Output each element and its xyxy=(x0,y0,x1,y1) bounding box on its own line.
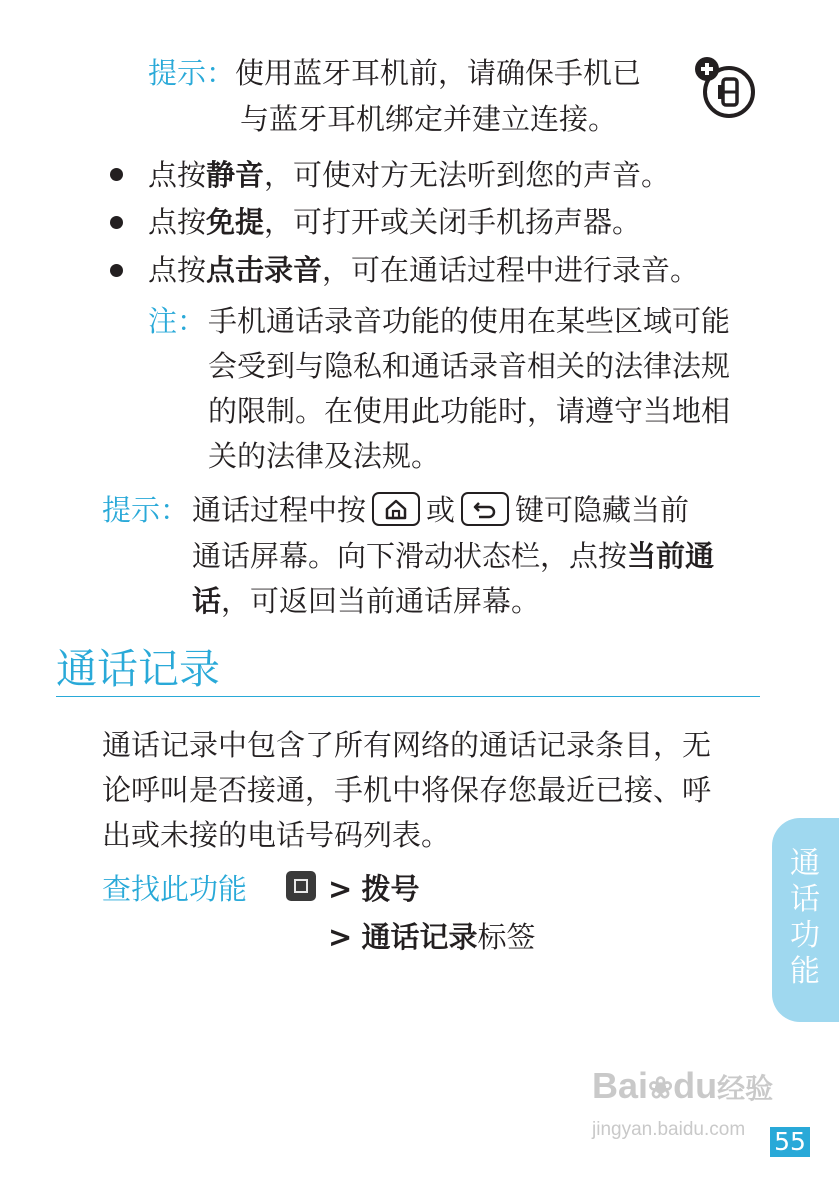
note-line: 的限制。在使用此功能时，请遵守当地相 xyxy=(208,394,731,428)
tip1-text-1: 使用蓝牙耳机前，请确保手机已 xyxy=(235,56,642,90)
home-key-icon xyxy=(372,492,420,526)
side-tab-char: 话 xyxy=(790,882,820,917)
side-tab-char: 功 xyxy=(790,918,820,953)
find-path-2: > 通话记录标签 xyxy=(328,920,536,954)
tip2-line2: 通话屏幕。向下滑动状态栏，点按当前通 xyxy=(192,539,715,573)
tip1-line2: 与蓝牙耳机绑定并建立连接。 xyxy=(240,102,618,136)
paw-icon: ❀ xyxy=(648,1072,674,1105)
back-key-icon xyxy=(461,492,509,526)
note-line: 会受到与隐私和通话录音相关的法律法规 xyxy=(208,349,731,383)
find-feature-label: 查找此功能 xyxy=(102,872,248,906)
bullet-dot xyxy=(110,216,123,229)
bullet-speaker: 点按免提，可打开或关闭手机扬声器。 xyxy=(148,205,642,239)
bullet-record: 点按点击录音，可在通话过程中进行录音。 xyxy=(148,253,700,287)
section-body-line: 出或未接的电话号码列表。 xyxy=(102,818,451,852)
tip2-line3: 话，可返回当前通话屏幕。 xyxy=(192,584,541,618)
bluetooth-headset-plus-icon xyxy=(693,55,759,125)
side-tab-char: 通 xyxy=(790,846,820,881)
section-body-line: 通话记录中包含了所有网络的通话记录条目，无 xyxy=(102,728,712,762)
bullet-mute: 点按静音，可使对方无法听到您的声音。 xyxy=(148,158,671,192)
tip1-label: 提示： xyxy=(148,56,236,90)
bullet-dot xyxy=(110,168,123,181)
note-line: 关的法律及法规。 xyxy=(208,439,441,473)
tip1-line1 xyxy=(148,50,641,96)
tip2-label: 提示： xyxy=(102,493,190,527)
chapter-side-tab xyxy=(772,818,839,1022)
side-tab-char: 能 xyxy=(790,954,820,989)
baidu-watermark: Bai❀du经验 jingyan.baidu.com xyxy=(592,1065,774,1140)
bullet-dot xyxy=(110,264,123,277)
tip2-line1: 通话过程中按 或 键可隐藏当前 xyxy=(192,493,690,527)
menu-key-icon xyxy=(286,874,316,904)
find-path-1: > 拨号 xyxy=(328,872,420,906)
note-line: 手机通话录音功能的使用在某些区域可能 xyxy=(208,304,731,338)
section-divider xyxy=(56,696,760,697)
section-title: 通话记录 xyxy=(56,645,220,693)
note-label: 注： xyxy=(148,304,207,338)
section-body-line: 论呼叫是否接通，手机中将保存您最近已接、呼 xyxy=(102,773,712,807)
page-number: 55 xyxy=(770,1127,810,1157)
